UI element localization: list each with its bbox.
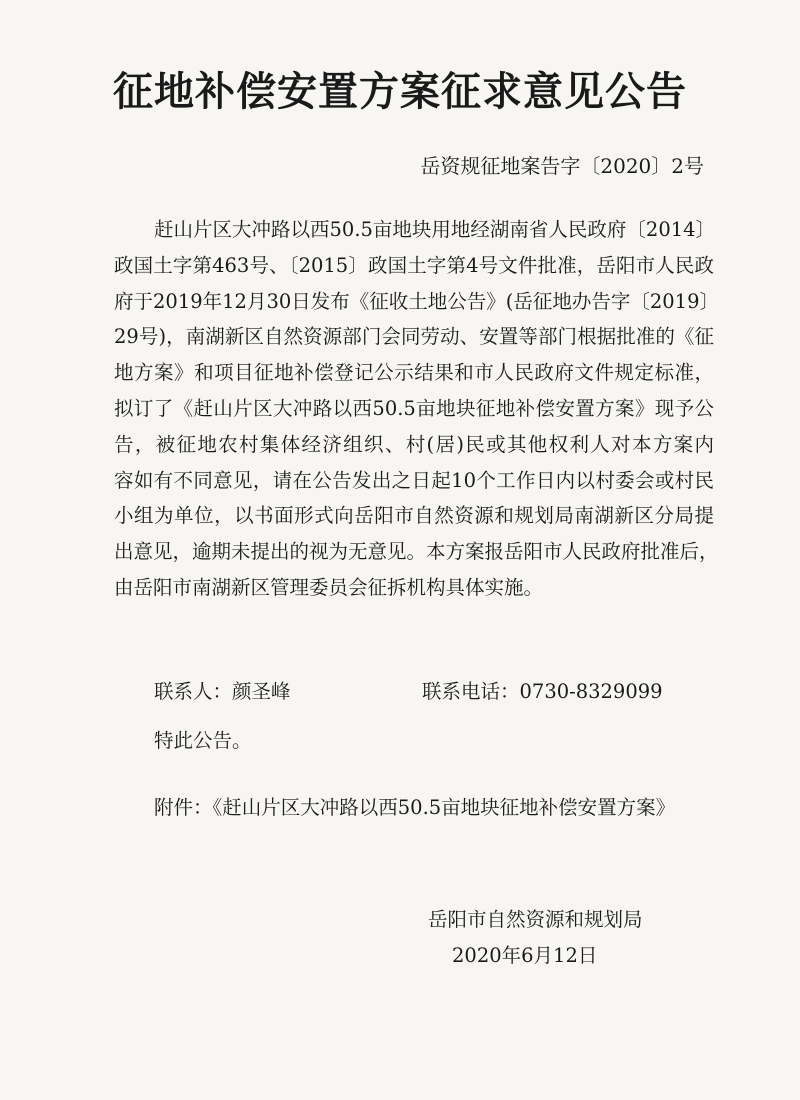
- body-line: 由岳阳市南湖新区管理委员会征拆机构具体实施。: [114, 575, 544, 599]
- body-line: 赶山片区大冲路以西50.5亩地块用地经湖南省人民政府〔2014〕: [154, 218, 716, 241]
- notice-body: [114, 212, 719, 606]
- body-line: 地方案》和项目征地补偿登记公示结果和市人民政府文件规定标准，: [114, 361, 714, 385]
- document-title: 征地补偿安置方案征求意见公告: [113, 69, 687, 115]
- body-line: 告，被征地农村集体经济组织、村(居)民或其他权利人对本方案内: [114, 432, 714, 456]
- document-number: 岳资规征地案告字〔2020〕2号: [420, 154, 704, 178]
- body-line: 拟订了《赶山片区大冲路以西50.5亩地块征地补偿安置方案》现予公: [114, 396, 714, 420]
- body-line: 小组为单位，以书面形式向岳阳市自然资源和规划局南湖新区分局提: [114, 504, 714, 528]
- contact-phone: 联系电话：0730-8329099: [422, 680, 663, 703]
- issuer-name: 岳阳市自然资源和规划局: [428, 908, 643, 931]
- body-line: 出意见，逾期未提出的视为无意见。本方案报岳阳市人民政府批准后，: [114, 540, 719, 564]
- body-line: 容如有不同意见，请在公告发出之日起10个工作日内以村委会或村民: [114, 468, 714, 492]
- closing-remark: 特此公告。: [154, 729, 252, 752]
- contact-info: [154, 676, 714, 704]
- contact-person: 联系人：颜圣峰: [154, 680, 291, 703]
- body-line: 府于2019年12月30日发布《征收土地公告》(岳征地办告字〔2019〕: [114, 289, 719, 313]
- attachment-line: 附件：《赶山片区大冲路以西50.5亩地块征地补偿安置方案》: [154, 796, 676, 819]
- body-line: 政国土字第463号、〔2015〕政国土字第4号文件批准，岳阳市人民政: [114, 253, 714, 277]
- body-line: 29号)，南湖新区自然资源部门会同劳动、安置等部门根据批准的《征: [114, 325, 714, 349]
- issue-date: 2020年6月12日: [452, 944, 598, 967]
